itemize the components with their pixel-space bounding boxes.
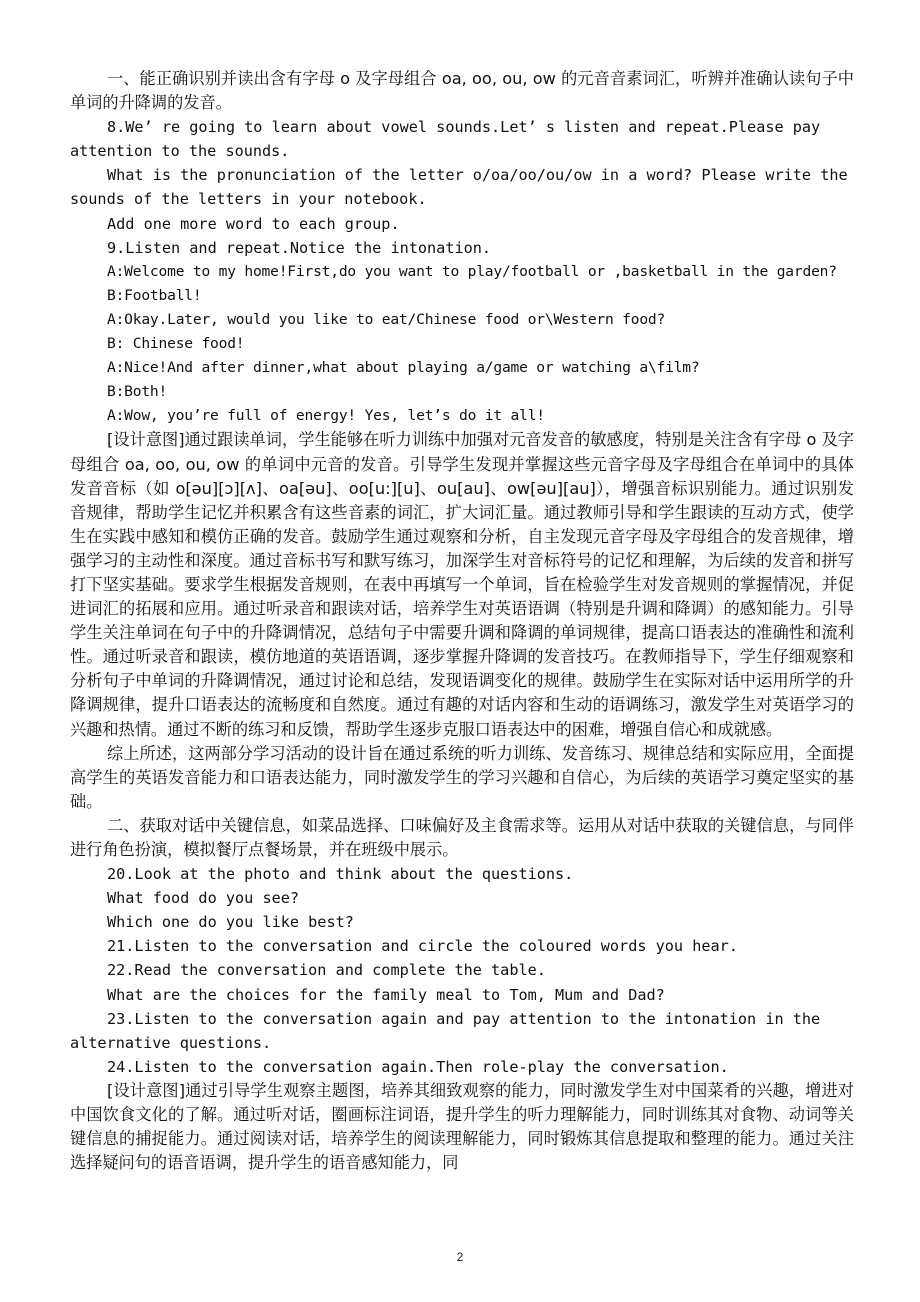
document-body xyxy=(70,67,854,1175)
design-intent-paragraph: [设计意图]通过跟读单词，学生能够在听力训练中加强对元音发音的敏感度，特别是关注含有字母 o 及字母组合 oa, oo, ou, ow 的单词中元音的发音。引导学生发现并掌握这些元音字母及字母组合在单词中的具体发音音标（如 o[əu][ɔ][ʌ]、oa[əu]、oo[u:][u]、ou[au]、ow[əu][au]），增强音标识别能力。通过识别发音规律，帮助学生记忆并积累含有这些音素的词汇，扩大词汇量。通过教师引导和学生跟读的互动方式，使学生在实践中感知和模仿正确的发音。鼓励学生通过观察和分析，自主发现元音字母及字母组合的发音规律，增强学习的主动性和深度。通过音标书写和默写练习，加深学生对音标符号的记忆和理解，为后续的发音和拼写打下坚实基础。要求学生根据发音规则，在表中再填写一个单词，旨在检验学生对发音规则的掌握情况，并促进词汇的拓展和应用。通过听录音和跟读对话，培养学生对英语语调（特别是升调和降调）的感知能力。引导学生关注单词在句子中的升降调情况，总结句子中需要升调和降调的单词规律，提高口语表达的准确性和流利性。通过听录音和跟读，模仿地道的英语语调，逐步掌握升降调的发音技巧。在教师指导下，学生仔细观察和分析句子中单词的升降调情况，通过讨论和总结，发现语调变化的规律。鼓励学生在实际对话中运用所学的升降调规律，提升口语表达的流畅度和自然度。通过有趣的对话内容和生动的语调练习，激发学生对英语学习的兴趣和热情。通过不断的练习和反馈，帮助学生逐步克服口语表达中的困难，增强自信心和成就感。 xyxy=(70,430,854,739)
dialogue-line: A:Welcome to my home!First,do you want to play/football or ,basketball in the garden? xyxy=(107,262,837,280)
activity-8-instruction: 8.We’ re going to learn about vowel sounds.Let’ s listen and repeat.Please pay attention to the sounds. xyxy=(70,118,821,161)
activity-9-instruction: 9.Listen and repeat.Notice the intonation. xyxy=(107,238,492,257)
activity-20-instruction: 20.Look at the photo and think about the questions. xyxy=(107,865,574,884)
activity-23-instruction: 23.Listen to the conversation again and pay attention to the intonation in the alternative questions. xyxy=(70,1009,821,1052)
dialogue-line: B:Football! xyxy=(107,286,202,304)
activity-22-question: What are the choices for the family meal to Tom, Mum and Dad? xyxy=(107,985,665,1004)
summary-paragraph: 综上所述，这两部分学习活动的设计旨在通过系统的听力训练、发音练习、规律总结和实际应用，全面提高学生的英语发音能力和口语表达能力，同时激发学生的学习兴趣和自信心，为后续的英语学习奠定坚实的基础。 xyxy=(70,743,854,811)
design-intent-paragraph: [设计意图]通过引导学生观察主题图，培养其细致观察的能力，同时激发学生对中国菜肴的兴趣，增进对中国饮食文化的了解。通过听对话，圈画标注词语，提升学生的听力理解能力，同时训练其对食物、动词等关键信息的捕捉能力。通过阅读对话，培养学生的阅读理解能力，同时锻炼其信息提取和整理的能力。通过关注选择疑问句的语音语调，提升学生的语音感知能力，同 xyxy=(70,1080,854,1173)
dialogue-line: A:Okay.Later, would you like to eat/Chinese food or\Western food? xyxy=(107,310,666,328)
activity-21-instruction: 21.Listen to the conversation and circle the coloured words you hear. xyxy=(107,937,738,956)
dialogue-line: B:Both! xyxy=(107,383,168,401)
dialogue-line: A:Wow, you’re full of energy! Yes, let’s do it all! xyxy=(107,407,545,425)
dialogue-line: A:Nice!And after dinner,what about playing a/game or watching a\film? xyxy=(107,359,700,377)
page-number: 2 xyxy=(456,1250,464,1264)
activity-20-question: Which one do you like best? xyxy=(107,913,354,932)
activity-22-instruction: 22.Read the conversation and complete the table. xyxy=(107,961,546,980)
activity-24-instruction: 24.Listen to the conversation again.Then role-play the conversation. xyxy=(107,1057,729,1076)
activity-8-task: Add one more word to each group. xyxy=(107,214,400,233)
section-one-heading: 一、能正确识别并读出含有字母 o 及字母组合 oa, oo, ou, ow 的元音音素词汇，听辨并准确认读句子中单词的升降调的发音。 xyxy=(70,69,854,113)
dialogue-line: B: Chinese food! xyxy=(107,335,245,353)
activity-8-question: What is the pronunciation of the letter o/oa/oo/ou/ow in a word? Please write the sounds of the letters in your notebook. xyxy=(70,166,848,209)
section-two-heading: 二、获取对话中关键信息，如菜品选择、口味偏好及主食需求等。运用从对话中获取的关键信息，与同伴进行角色扮演，模拟餐厅点餐场景，并在班级中展示。 xyxy=(70,815,854,859)
activity-20-question: What food do you see? xyxy=(107,889,300,908)
